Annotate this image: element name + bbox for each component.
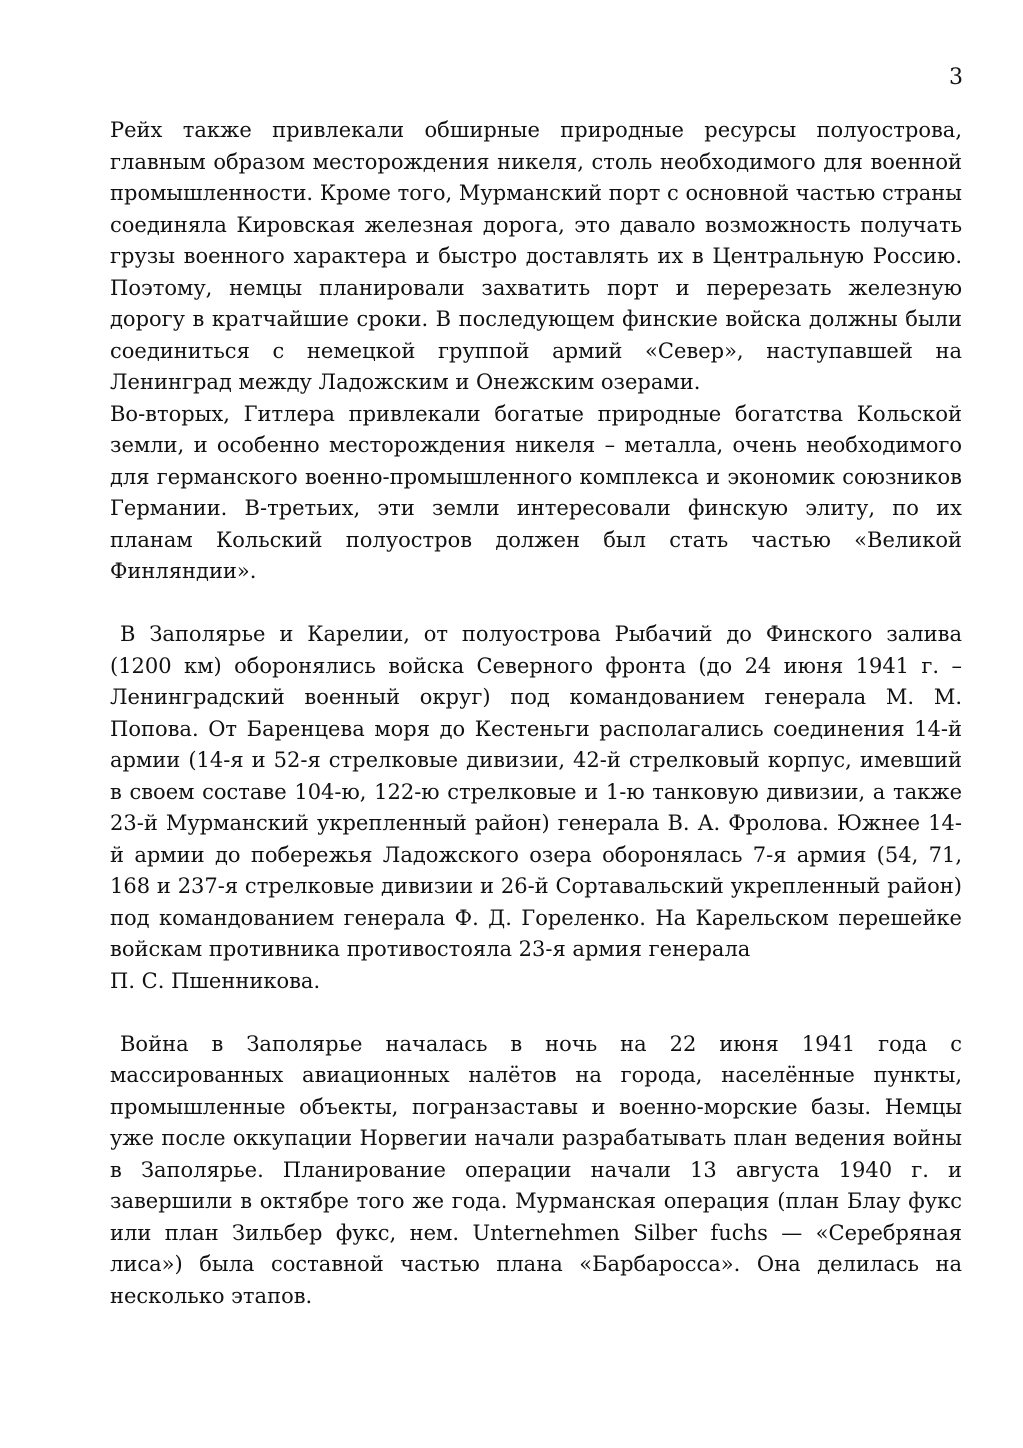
paragraph-northern-front: В Заполярье и Карелии, от полуострова Рыбачий до Финского залива (1200 км) оборонялись войска Северного фронта (до 24 июня 1941 г. – Ленинградский военный округ) под командованием генерала М. М. Попова. От Баренцева моря до Кестеньги располагались соединения 14-й армии (14-я и 52-я стрелковые дивизии, 42-й стрелковый корпус, имевший в своем составе 104-ю, 122-ю стрелковые и 1-ю танковую дивизии, а также 23-й Мурманский укрепленный район) генерала В. А. Фролова. Южнее 14-й армии до побережья Ладожского озера оборонялась 7-я армия (54, 71, 168 и 237-я стрелковые дивизии и 26-й Сортавальский укрепленный район) под командованием генерала Ф. Д. Гореленко. На Карельском перешейке войскам противника противостояла 23-я армия генерала <box>110 622 962 961</box>
paragraph-resources-and-railway: Рейх также привлекали обширные природные ресурсы полуострова, главным образом месторождения никеля, столь необходимого для военной промышленности. Кроме того, Мурманский порт с основной частью страны соединяла Кировская железная дорога, это давало возможность получать грузы военного характера и быстро доставлять их в Центральную Россию. Поэтому, немцы планировали захватить порт и перерезать железную дорогу в кратчайшие сроки. В последующем финские войска должны были соединиться с немецкой группой армий «Север», наступавшей на Ленинград между Ладожским и Онежским озерами. <box>110 118 962 394</box>
paragraph-spacer <box>110 997 962 1029</box>
document-body <box>110 115 962 1312</box>
paragraph-hitler-nickel: Во-вторых, Гитлера привлекали богатые природные богатства Кольской земли, и особенно месторождения никеля – металла, очень необходимого для германского военно-промышленного комплекса и экономик союзников Германии. В-третьих, эти земли интересовали финскую элиту, по их планам Кольский полуостров должен был стать частью «Великой Финляндии». <box>110 401 962 583</box>
paragraph-spacer <box>110 588 962 620</box>
paragraph-pshennikov: П. С. Пшенникова. <box>110 968 321 993</box>
page-number: 3 <box>949 65 963 90</box>
paragraph-war-start: Война в Заполярье началась в ночь на 22 июня 1941 года с массированных авиационных налётов на города, населённые пункты, промышленные объекты, погранзаставы и военно-морские базы. Немцы уже после оккупации Норвегии начали разрабатывать план ведения войны в Заполярье. Планирование операции начали 13 августа 1940 г. и завершили в октябре того же года. Мурманская операция (план Блау фукс или план Зильбер фукс, нем. Unternehmen Silber fuchs — «Серебряная лиса») была составной частью плана «Барбаросса». Она делилась на несколько этапов. <box>110 1031 962 1308</box>
